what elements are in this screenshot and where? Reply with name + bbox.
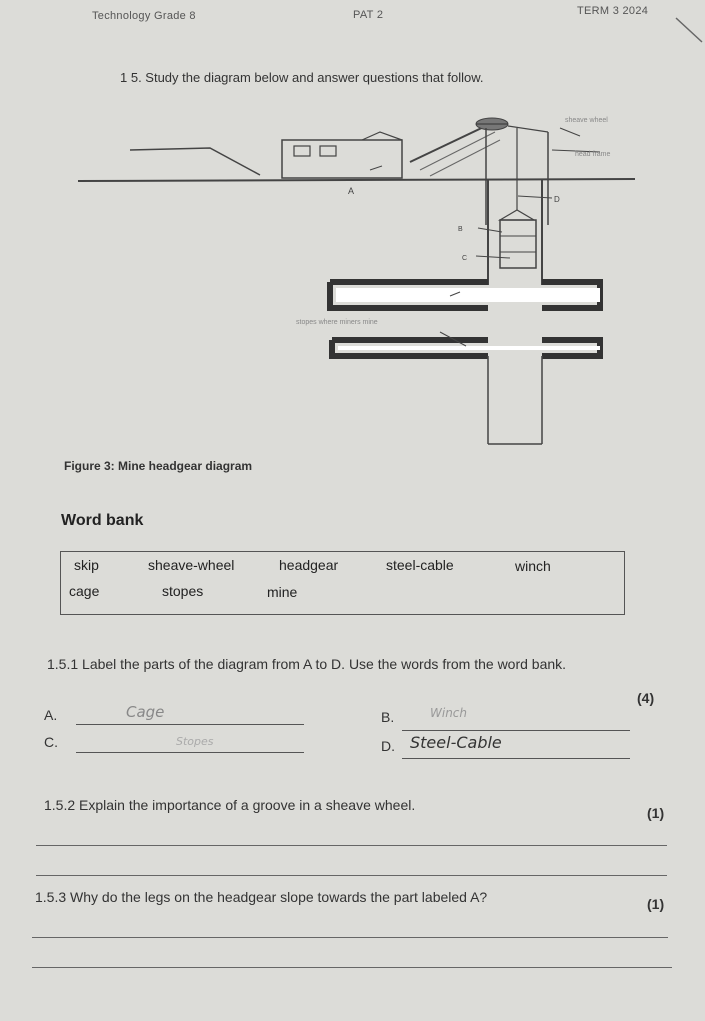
winch-house-window-1 [294,146,310,156]
word-bank-word: winch [515,558,551,574]
answer-b-handwriting: Winch [430,706,468,720]
headgear-brace [430,140,500,176]
ground-line [78,179,635,181]
answer-a-letter: A. [44,707,58,723]
q151-text: 1.5.1 Label the parts of the diagram from A to D. Use the words from the word bank. [47,656,567,672]
surface-dump [130,148,260,175]
word-bank-word: skip [74,557,99,573]
d-pointer [518,196,552,198]
head-frame-label: head frame [575,151,611,158]
header-task: PAT 2 [353,9,384,21]
header-term: TERM 3 2024 [577,5,649,17]
q152-marks: (1) [647,805,665,821]
word-bank-title: Word bank [61,512,144,529]
word-bank-word: headgear [279,557,339,573]
q153-answer-line-1[interactable] [32,937,668,938]
q153-text: 1.5.3 Why do the legs on the headgear slope towards the part labeled A? [35,889,488,905]
answer-a-handwriting: Cage [126,703,165,721]
q152-answer-line-1[interactable] [36,845,667,846]
cage [500,220,536,268]
b-pointer [478,228,502,232]
headgear-leg [410,124,490,162]
label-c: C [462,255,468,262]
label-d: D [554,195,560,204]
stopes-note: stopes where miners mine [296,319,378,326]
answer-c-letter: C. [44,734,58,750]
q151-marks: (4) [637,690,655,706]
word-bank-word: sheave-wheel [148,557,235,573]
mine-headgear-diagram [70,110,650,455]
word-bank-word: steel-cable [386,557,454,573]
answer-d-letter: D. [381,738,395,754]
word-bank-word: cage [69,583,100,599]
label-b: B [458,226,463,233]
question-intro: 1 5. Study the diagram below and answer questions that follow. [120,70,484,85]
answer-d-line[interactable] [402,758,630,759]
a-pointer [370,166,382,170]
q152-text: 1.5.2 Explain the importance of a groove in a sheave wheel. [44,797,416,813]
q153-answer-line-2[interactable] [32,967,672,968]
corner-mark [674,14,704,46]
answer-c-handwriting: Stopes [176,735,214,748]
answer-c-line[interactable] [76,752,304,753]
q153-marks: (1) [647,896,665,912]
header-subject: Technology Grade 8 [92,10,196,22]
sheave-wheel-label: sheave wheel [565,117,608,124]
cage-top [500,210,534,220]
c-pointer [476,256,510,258]
figure-caption: Figure 3: Mine headgear diagram [64,459,253,473]
answer-d-handwriting: Steel-Cable [410,733,502,752]
q152-answer-line-2[interactable] [36,875,667,876]
winch-house-window-2 [320,146,336,156]
label-a: A [348,186,355,196]
sheave-pointer [560,128,580,136]
winch-house-roof [362,132,402,140]
answer-b-letter: B. [381,709,395,725]
answer-b-line[interactable] [402,730,630,731]
word-bank-word: mine [267,584,298,600]
answer-a-line[interactable] [76,724,304,725]
word-bank-word: stopes [162,583,204,599]
